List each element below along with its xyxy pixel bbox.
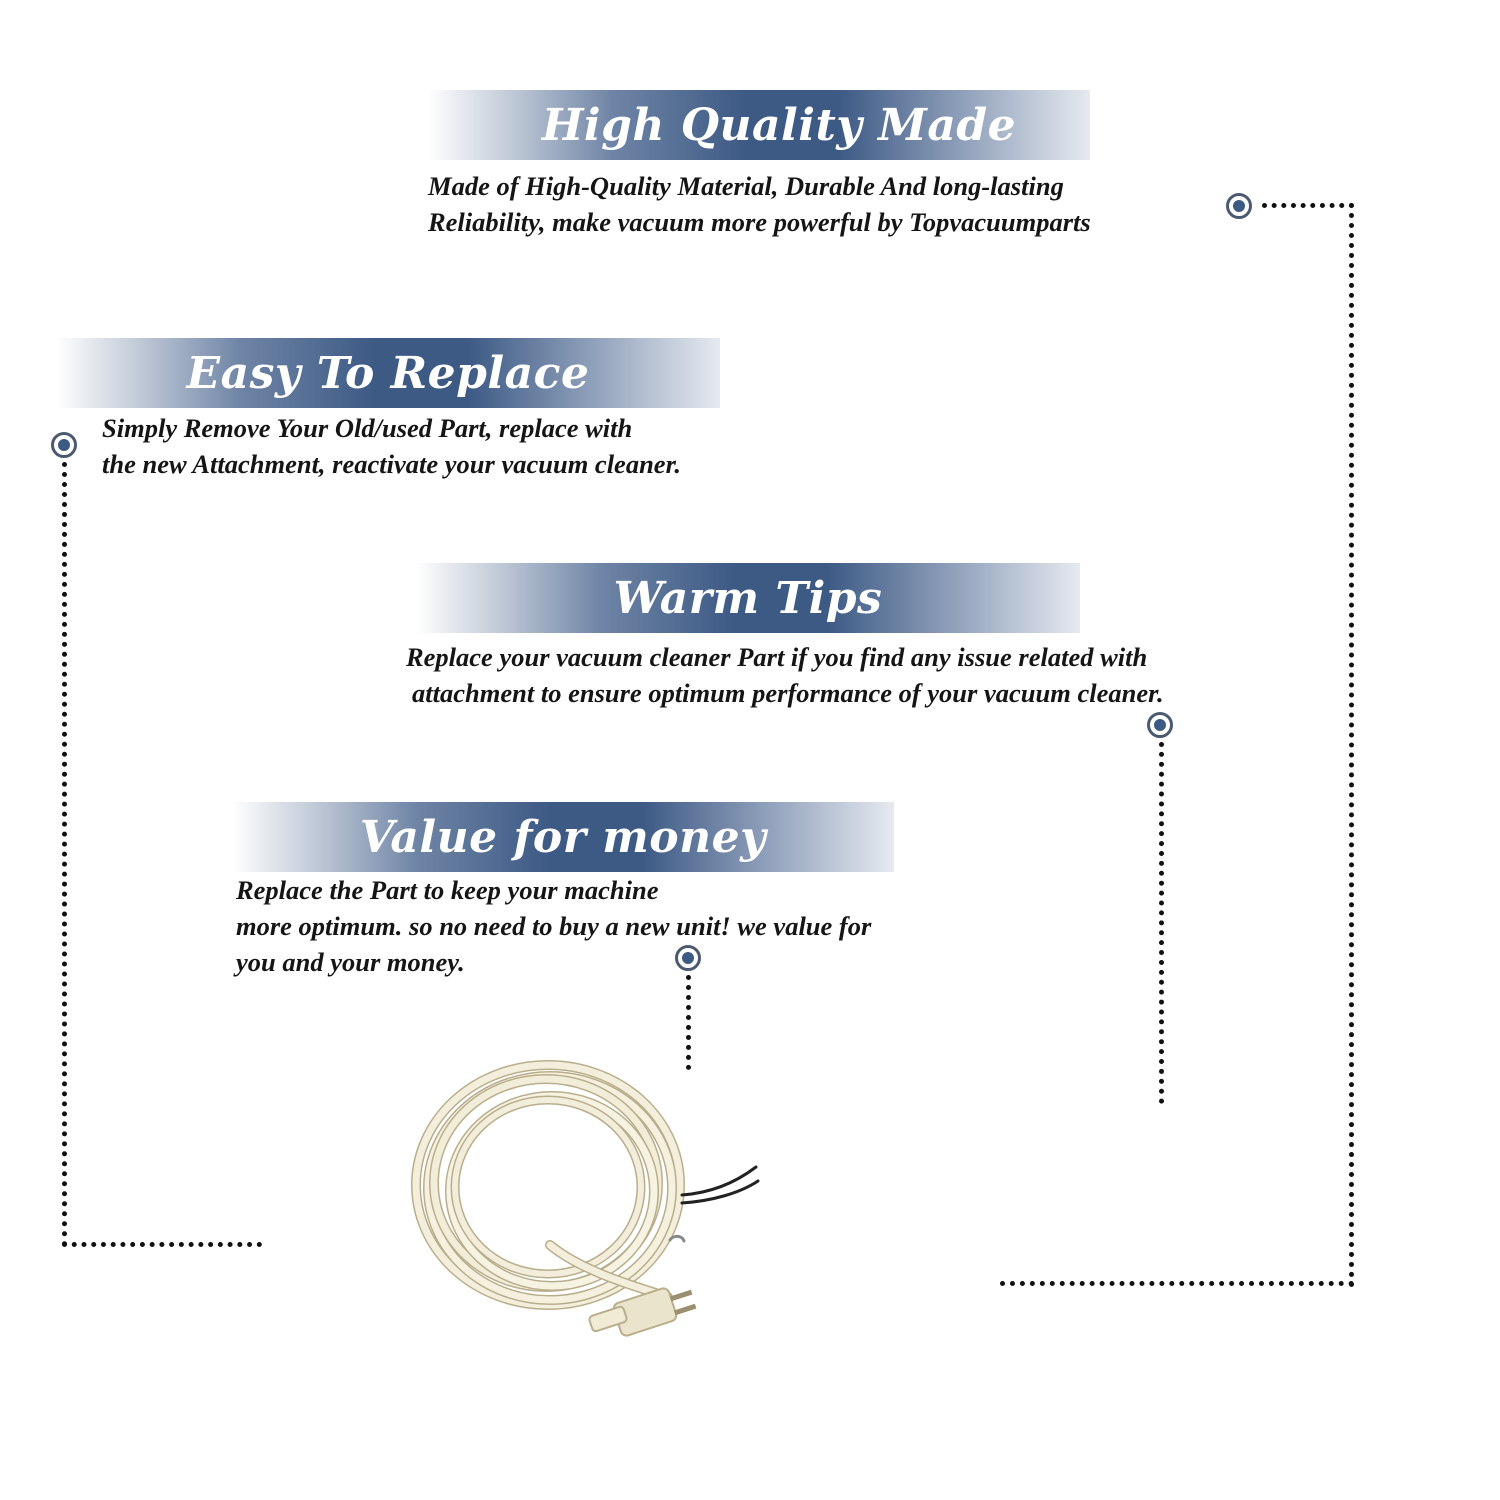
section-description — [406, 639, 1164, 711]
dotted-connector — [62, 1242, 262, 1252]
dotted-connector — [1349, 203, 1359, 1288]
section-description — [236, 872, 871, 980]
description-line: you and your money. — [236, 947, 465, 977]
section-description — [428, 168, 1091, 240]
banner-value-money — [232, 802, 894, 872]
description-line: Reliability, make vacuum more powerful by Topvacuumparts — [428, 207, 1091, 237]
section-title: High Quality Made — [541, 99, 1017, 151]
dotted-connector — [62, 462, 72, 1247]
description-line: attachment to ensure optimum performance of your vacuum cleaner. — [412, 678, 1164, 708]
bullet-icon — [1226, 193, 1252, 219]
bullet-icon — [51, 432, 77, 458]
description-line: Made of High-Quality Material, Durable And long-lasting — [428, 171, 1064, 201]
banner-easy-replace — [56, 338, 720, 408]
banner-warm-tips — [416, 563, 1080, 633]
section-title: Value for money — [359, 811, 767, 863]
bullet-icon — [675, 945, 701, 971]
dotted-connector — [1159, 742, 1169, 1104]
description-line: Replace your vacuum cleaner Part if you find any issue related with — [406, 642, 1148, 672]
dotted-connector — [1262, 203, 1354, 213]
bullet-icon — [1147, 712, 1173, 738]
coiled-power-cord-icon — [400, 1055, 770, 1375]
description-line: Replace the Part to keep your machine — [236, 875, 659, 905]
section-title: Warm Tips — [613, 572, 883, 624]
description-line: more optimum. so no need to buy a new unit! we value for — [236, 911, 872, 941]
section-description — [102, 410, 681, 482]
banner-high-quality — [428, 90, 1090, 160]
description-line: the new Attachment, reactivate your vacuum cleaner. — [102, 449, 682, 479]
section-title: Easy To Replace — [186, 347, 590, 399]
dotted-connector — [1000, 1281, 1354, 1291]
description-line: Simply Remove Your Old/used Part, replace with — [102, 413, 633, 443]
